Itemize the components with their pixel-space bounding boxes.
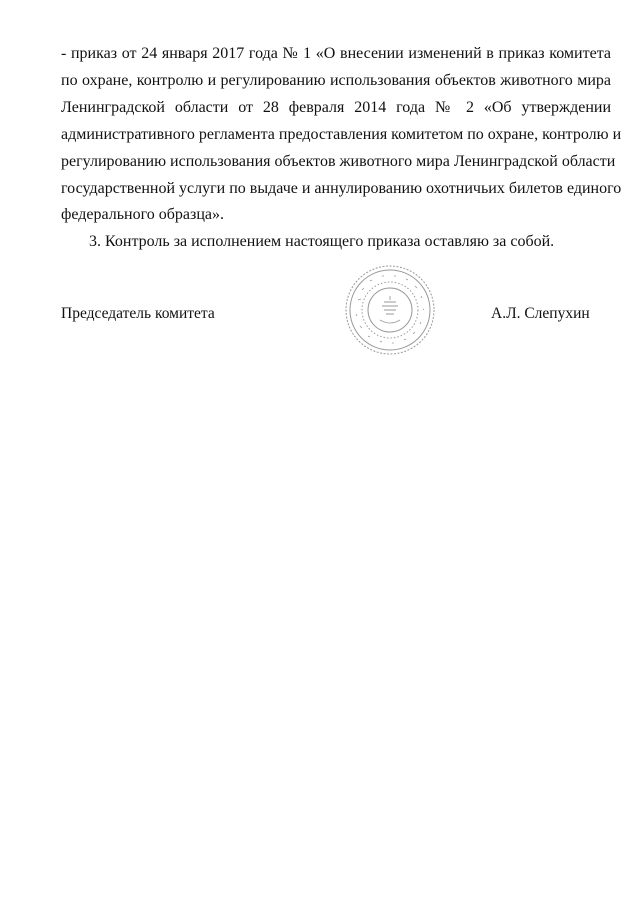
item-line-4: административного регламента предоставления комитетом по охране, контролю и (61, 126, 622, 143)
signature-title: Председатель комитета (61, 305, 215, 322)
item-line-1: - приказ от 24 января 2017 года № 1 «О внесении изменений в приказ комитета (61, 45, 611, 62)
item-line-7: федерального образца». (61, 206, 224, 223)
official-seal-icon (344, 264, 436, 356)
item-line-3: Ленинградской области от 28 февраля 2014 года № 2 «Об утверждении (61, 99, 611, 116)
item-line-5: регулированию использования объектов животного мира Ленинградской области (61, 153, 616, 170)
item-line-6: государственной услуги по выдаче и аннулированию охотничьих билетов единого (61, 180, 622, 197)
signature-name: А.Л. Слепухин (491, 305, 590, 322)
point-3-paragraph: 3. Контроль за исполнением настоящего приказа оставляю за собой. (89, 233, 555, 250)
signature-row (61, 303, 611, 325)
item-line-2: по охране, контролю и регулированию использования объектов животного мира (61, 72, 611, 89)
